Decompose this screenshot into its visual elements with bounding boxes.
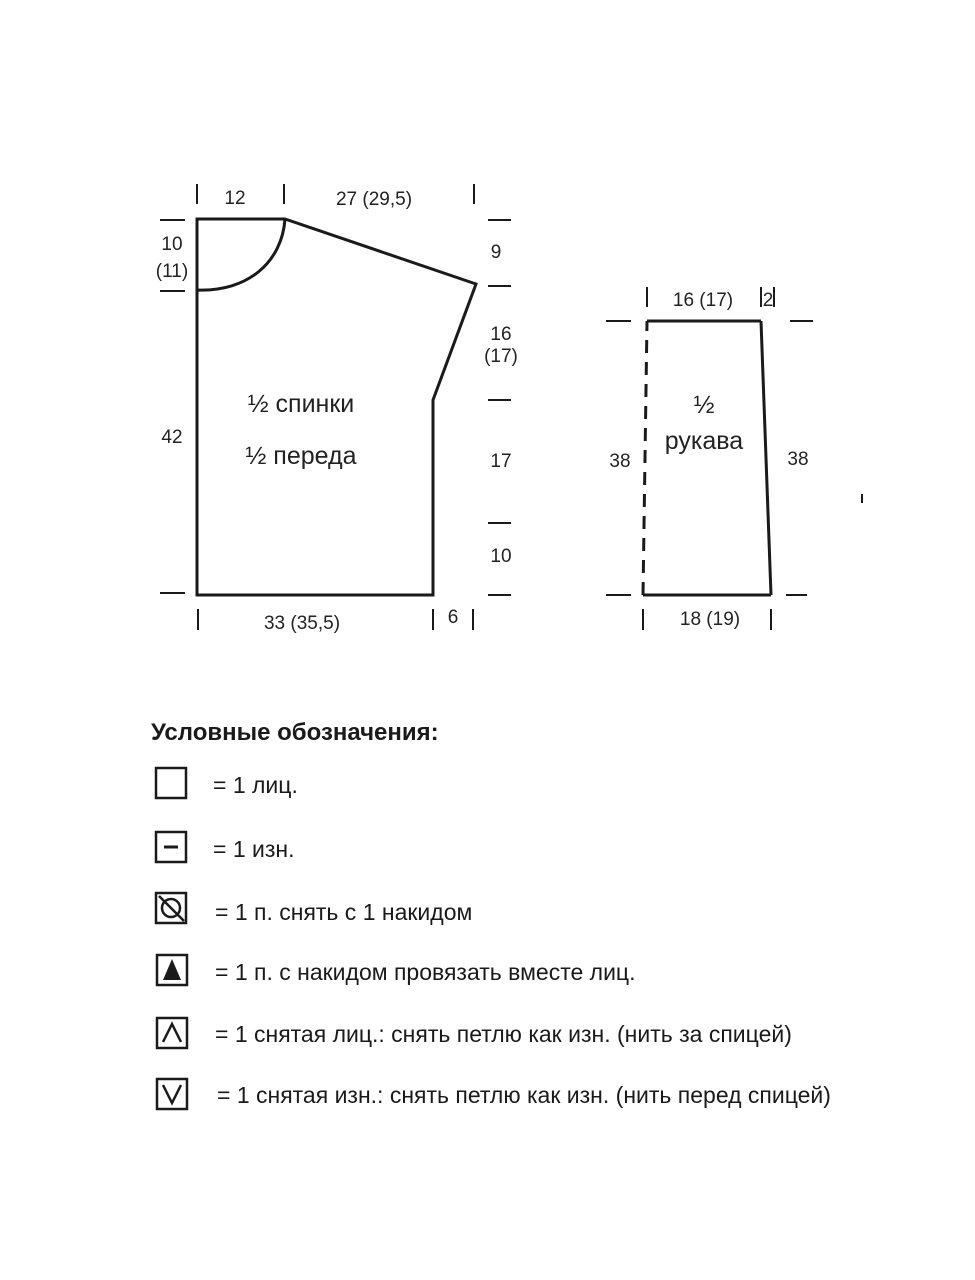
- legend-item: [157, 1079, 831, 1109]
- dim-bottom-extra: 6: [447, 607, 459, 628]
- dim-sleeve-left-height: 38: [609, 451, 631, 472]
- legend-item: [157, 1018, 792, 1048]
- body-piece: [156, 184, 518, 634]
- caret-down-icon: [157, 1079, 187, 1109]
- legend: [151, 719, 831, 1109]
- legend-item-text: = 1 лиц.: [213, 772, 298, 798]
- legend-item-text: = 1 п. снять с 1 накидом: [215, 899, 473, 925]
- dim-sleeve-top: 16 (17): [672, 290, 734, 311]
- dim-armhole: 16: [490, 324, 512, 345]
- body-label-front: ½ переда: [245, 442, 357, 470]
- dim-shoulder-width: 27 (29,5): [335, 189, 413, 210]
- legend-item: [156, 893, 472, 925]
- dim-bottom-height: 10: [490, 546, 512, 567]
- dim-armhole-alt: (17): [484, 346, 518, 367]
- filled-triangle-icon: [157, 955, 187, 985]
- dim-side-height: 42: [161, 427, 183, 448]
- minus-square-icon: [156, 832, 186, 862]
- sleeve-label-name: рукава: [664, 427, 744, 455]
- legend-item-text: = 1 п. с накидом провязать вместе лиц.: [215, 959, 636, 985]
- sleeve-fold-line: [643, 321, 647, 595]
- sleeve-right-edge: [761, 321, 771, 595]
- dim-neck-width: 12: [224, 188, 246, 209]
- legend-item: [156, 832, 295, 862]
- dim-shoulder-drop: 9: [490, 242, 502, 263]
- dim-mid-height: 17: [490, 451, 512, 472]
- body-neck-curve: [197, 219, 285, 290]
- body-label-back: ½ спинки: [247, 390, 355, 418]
- slip-with-yarnover-icon: [156, 893, 186, 923]
- empty-square-icon: [156, 768, 186, 798]
- legend-item-text: = 1 снятая изн.: снять петлю как изн. (нить перед спицей): [217, 1082, 831, 1108]
- sleeve-piece: [606, 287, 813, 630]
- legend-item-text: = 1 изн.: [213, 836, 295, 862]
- dim-sleeve-top-extra: 2: [762, 290, 774, 311]
- dim-bottom-width: 33 (35,5): [263, 613, 341, 634]
- legend-item: [157, 955, 636, 985]
- dim-neck-depth-alt: (11): [155, 261, 189, 282]
- legend-item-text: = 1 снятая лиц.: снять петлю как изн. (нить за спицей): [215, 1021, 792, 1047]
- legend-title: Условные обозначения:: [151, 719, 439, 746]
- caret-up-icon: [157, 1018, 187, 1048]
- legend-item: [156, 768, 298, 798]
- dim-sleeve-bottom: 18 (19): [679, 609, 741, 630]
- dim-neck-depth: 10: [161, 234, 183, 255]
- sleeve-label-half: ½: [693, 391, 715, 419]
- dim-sleeve-right-height: 38: [787, 449, 809, 470]
